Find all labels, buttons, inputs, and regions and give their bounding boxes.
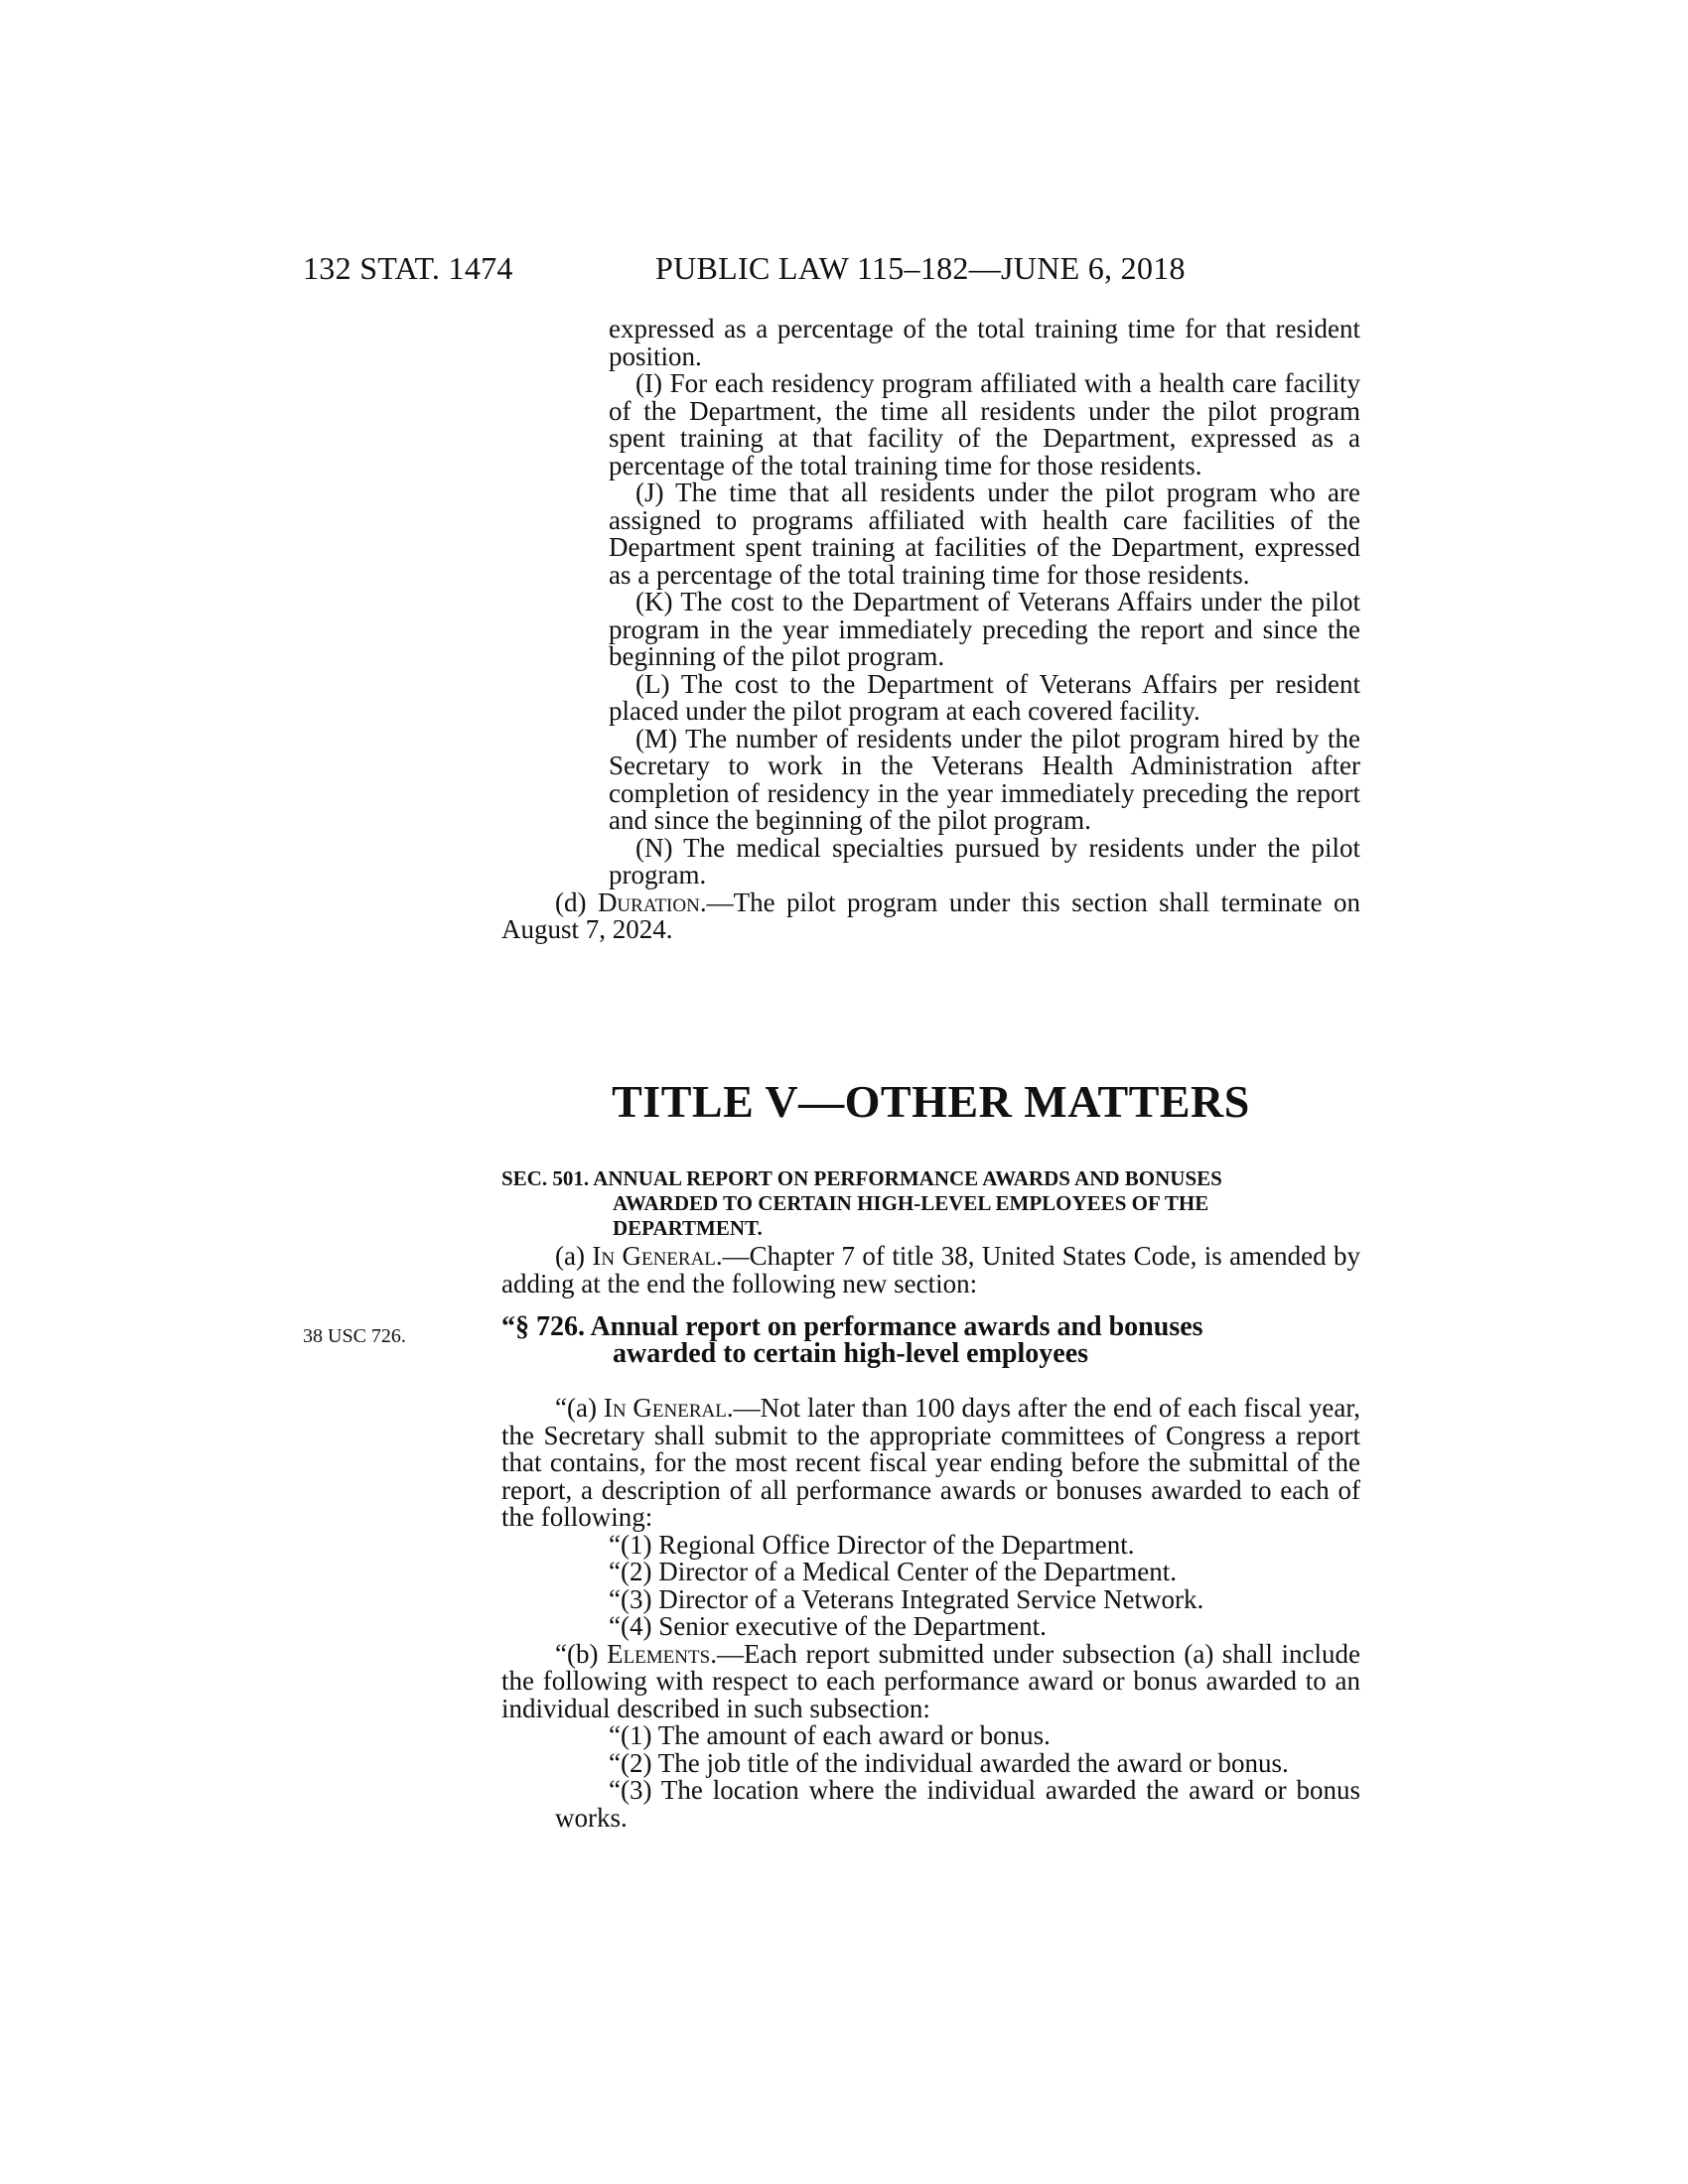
section-heading-rest: AWARDED TO CERTAIN HIGH-LEVEL EMPLOYEES OF THE DEPARTMENT. [613, 1191, 1209, 1240]
section-heading-line1: SEC. 501. ANNUAL REPORT ON PERFORMANCE AWARDS AND BONUSES [501, 1166, 1222, 1190]
list-item: “(1) Regional Office Director of the Department. [609, 1529, 1135, 1560]
subsection-duration [501, 889, 1360, 944]
subsection-heading: Elements [607, 1638, 711, 1669]
list-item: “(2) Director of a Medical Center of the Department. [609, 1557, 1177, 1586]
section-501-body [501, 1243, 1360, 1297]
paragraph-item-I: (I) For each residency program affiliated with a health care facility of the Department, the time all residents under the pilot program spent training at that facility of the Department, expressed as a percentage of the total training time for those residents. [609, 368, 1360, 480]
running-head: PUBLIC LAW 115–182—JUNE 6, 2018 [655, 250, 1186, 286]
title-heading: TITLE V—OTHER MATTERS [612, 1076, 1250, 1127]
paragraph-continuation: expressed as a percentage of the total training time for that resident position. [609, 314, 1360, 371]
section-501-heading [501, 1166, 1360, 1241]
subsection-a [501, 1395, 1360, 1532]
subsection-text: .—Chapter 7 of title 38, United States Code, is amended by adding at the end the following new section: [501, 1241, 1361, 1298]
list-item: “(3) The location where the individual awarded the award or bonus works. [555, 1775, 1360, 1833]
subsection-lead: “(b) [555, 1638, 608, 1669]
section-726-heading [501, 1313, 1360, 1367]
subsection-lead: (d) [555, 887, 598, 917]
list-item: “(2) The job title of the individual awarded the award or bonus. [609, 1747, 1289, 1778]
list-item: “(3) Director of a Veterans Integrated Service Network. [609, 1583, 1204, 1614]
list-item: “(1) The amount of each award or bonus. [609, 1720, 1051, 1750]
list-item: “(4) Senior executive of the Department. [609, 1611, 1047, 1641]
subsection-text: .—Each report submitted under subsection (a) shall include the following with respect to each performance award or bonus awarded to an individual described in such subsection: [501, 1638, 1360, 1723]
subsection-heading: In General [592, 1241, 716, 1271]
subsection-lead: “(a) [555, 1393, 604, 1423]
paragraph-item-J: (J) The time that all residents under the pilot program who are assigned to programs affiliated with health care facilities of the Department spent training at facilities of the Department, expressed as a percentage of the total training time for those residents. [609, 478, 1360, 590]
subsection-b [501, 1638, 1360, 1723]
subsection-heading: Duration [597, 887, 700, 917]
section-heading-line1: “§ 726. Annual report on performance awards and bonuses [501, 1311, 1203, 1342]
section-726-body [501, 1395, 1360, 1832]
statute-page-reference: 132 STAT. 1474 [303, 250, 513, 286]
paragraph-item-K: (K) The cost to the Department of Veterans Affairs under the pilot program in the year immediately preceding the report and since the beginning of the pilot program. [609, 587, 1360, 671]
paragraph-item-M: (M) The number of residents under the pilot program hired by the Secretary to work in the Veterans Health Administration after completion of residency in the year immediately preceding the report and since the beginning of the pilot program. [609, 723, 1360, 835]
subsection-text: .—The pilot program under this section shall terminate on August 7, 2024. [501, 887, 1361, 944]
continued-text-block [501, 316, 1360, 944]
subsection-lead: (a) [555, 1241, 593, 1271]
margin-note: 38 USC 726. [303, 1325, 406, 1347]
section-heading-rest: awarded to certain high-level employees [613, 1338, 1089, 1369]
paragraph-item-L: (L) The cost to the Department of Veterans Affairs per resident placed under the pilot program at each covered facility. [609, 668, 1360, 726]
subsection-a [501, 1243, 1360, 1297]
subsection-heading: In General [603, 1393, 727, 1423]
subsection-text: .—Not later than 100 days after the end of each fiscal year, the Secretary shall submit to the appropriate committees of Congress a report that contains, for the most recent fiscal year ending before the submittal of the report, a description of all performance awards or bonuses awarded to each of the following: [501, 1393, 1360, 1532]
paragraph-item-N: (N) The medical specialties pursued by residents under the pilot program. [609, 832, 1360, 889]
